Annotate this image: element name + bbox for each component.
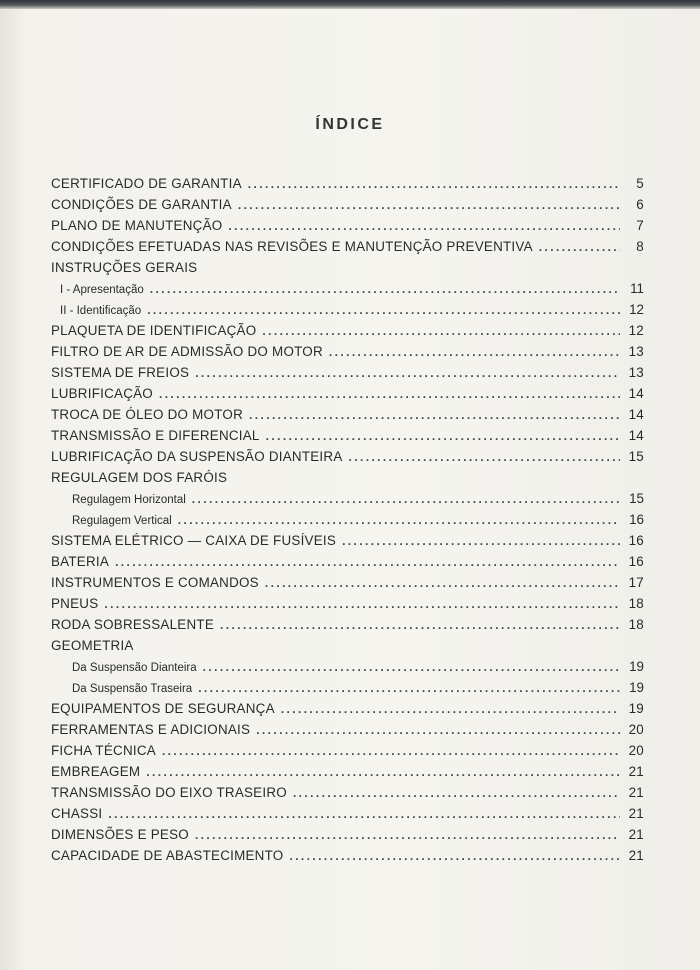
toc-page-number: 16 <box>628 554 644 569</box>
toc-dot-leader <box>195 828 620 842</box>
toc-entry <box>51 176 644 197</box>
toc-dot-leader <box>249 408 620 422</box>
toc-page-number: 14 <box>628 407 644 422</box>
toc-entry-label: EMBREAGEM <box>51 764 141 779</box>
toc-entry <box>51 491 644 512</box>
toc-entry <box>51 449 644 470</box>
toc-dot-leader <box>293 786 620 800</box>
toc-entry <box>51 239 644 260</box>
toc-entry <box>51 743 644 764</box>
toc-entry-label: DIMENSÕES E PESO <box>51 827 189 842</box>
toc-entry <box>51 659 644 680</box>
toc-entry-label: Regulagem Horizontal <box>72 494 186 506</box>
toc-entry <box>51 638 644 659</box>
toc-entry-label: LUBRIFICAÇÃO DA SUSPENSÃO DIANTEIRA <box>51 449 343 464</box>
toc-entry-label: CERTIFICADO DE GARANTIA <box>51 176 242 191</box>
toc-entry-label: CONDIÇÕES EFETUADAS NAS REVISÕES E MANUTENÇÃO PREVENTIVA <box>51 239 533 254</box>
toc-entry <box>51 470 644 491</box>
toc-entry <box>51 596 644 617</box>
toc-entry <box>51 281 644 302</box>
toc-page-number: 21 <box>628 806 644 821</box>
toc-page-number: 21 <box>628 764 644 779</box>
toc-entry-label: SISTEMA ELÉTRICO — CAIXA DE FUSÍVEIS <box>51 533 337 548</box>
toc-page-number: 19 <box>629 680 644 695</box>
toc-entry <box>51 827 644 848</box>
toc-entry <box>51 680 644 701</box>
toc-entry <box>51 428 644 449</box>
toc-dot-leader <box>195 366 620 380</box>
toc-entry-label: Da Suspensão Traseira <box>72 683 193 695</box>
toc-page-number: 13 <box>628 344 644 359</box>
toc-entry <box>51 197 644 218</box>
toc-entry-label: FERRAMENTAS E ADICIONAIS <box>51 722 251 737</box>
toc-page-number: 19 <box>629 659 644 674</box>
toc-dot-leader <box>262 324 620 338</box>
toc-entry-label: EQUIPAMENTOS DE SEGURANÇA <box>51 701 275 716</box>
toc-entry-label: CHASSI <box>51 806 103 821</box>
toc-dot-leader <box>349 450 620 464</box>
toc-entry <box>51 365 644 386</box>
toc-entry-label: PLAQUETA DE IDENTIFICAÇÃO <box>51 323 257 338</box>
toc-page-number: 8 <box>636 239 644 254</box>
toc-entry <box>51 218 644 239</box>
toc-entry <box>51 407 644 428</box>
toc-dot-leader <box>104 597 620 611</box>
toc-entry-label: CAPACIDADE DE ABASTECIMENTO <box>51 848 284 863</box>
toc-dot-leader <box>539 240 620 254</box>
toc-page-number: 12 <box>629 302 644 317</box>
toc-entry <box>51 785 644 806</box>
toc-page-number: 13 <box>628 365 644 380</box>
toc-entry-label: BATERIA <box>51 554 110 569</box>
toc-page-number: 16 <box>629 512 644 527</box>
toc-page-number: 7 <box>636 218 644 233</box>
toc-dot-leader <box>147 303 620 317</box>
toc-dot-leader <box>238 198 620 212</box>
toc-page-number: 6 <box>636 197 644 212</box>
toc-entry-label: SISTEMA DE FREIOS <box>51 365 190 380</box>
toc-entry-label: TRANSMISSÃO E DIFERENCIAL <box>51 428 260 443</box>
toc-dot-leader <box>248 177 620 191</box>
toc-entry-label: CONDIÇÕES DE GARANTIA <box>51 197 232 212</box>
toc-dot-leader <box>198 681 620 695</box>
toc-dot-leader <box>265 576 620 590</box>
toc-dot-leader <box>178 513 620 527</box>
toc-entry-label: TRANSMISSÃO DO EIXO TRASEIRO <box>51 785 287 800</box>
page-title: ÍNDICE <box>315 116 385 133</box>
toc-entry-label: GEOMETRIA <box>51 638 134 653</box>
toc-dot-leader <box>203 660 620 674</box>
toc-page-number: 16 <box>628 533 644 548</box>
toc-page-number: 15 <box>629 491 644 506</box>
toc-entry <box>51 806 644 827</box>
toc-page-number: 19 <box>628 701 644 716</box>
toc-entry-label: Regulagem Vertical <box>72 515 172 527</box>
toc-entry-label: INSTRUMENTOS E COMANDOS <box>51 575 259 590</box>
toc-dot-leader <box>266 429 620 443</box>
toc-entry <box>51 386 644 407</box>
toc-page-number: 11 <box>630 281 644 296</box>
toc-entry-label: PNEUS <box>51 596 99 611</box>
toc-entry-label: Da Suspensão Dianteira <box>72 662 197 674</box>
toc-dot-leader <box>228 219 620 233</box>
table-of-contents <box>51 176 644 869</box>
toc-page-number: 20 <box>628 722 644 737</box>
toc-entry <box>51 764 644 785</box>
toc-page-number: 18 <box>628 617 644 632</box>
toc-entry-label: II - Identificação <box>60 305 142 317</box>
toc-dot-leader <box>159 387 620 401</box>
toc-entry <box>51 575 644 596</box>
toc-entry-label: LUBRIFICAÇÃO <box>51 386 153 401</box>
toc-dot-leader <box>150 282 620 296</box>
toc-page-number: 20 <box>628 743 644 758</box>
toc-entry-label: TROCA DE ÓLEO DO MOTOR <box>51 407 244 422</box>
toc-entry-label: FILTRO DE AR DE ADMISSÃO DO MOTOR <box>51 344 323 359</box>
toc-page-number: 21 <box>628 848 644 863</box>
toc-entry-label: RODA SOBRESSALENTE <box>51 617 215 632</box>
toc-entry-label: FICHA TÉCNICA <box>51 743 156 758</box>
toc-page-number: 14 <box>628 428 644 443</box>
toc-entry-label: INSTRUÇÕES GERAIS <box>51 260 198 275</box>
toc-entry <box>51 344 644 365</box>
toc-entry-label: PLANO DE MANUTENÇÃO <box>51 218 223 233</box>
toc-page-number: 12 <box>628 323 644 338</box>
toc-dot-leader <box>220 618 620 632</box>
toc-page-number: 18 <box>628 596 644 611</box>
toc-dot-leader <box>256 723 620 737</box>
toc-page-number: 21 <box>628 827 644 842</box>
toc-page-number: 5 <box>636 176 644 191</box>
toc-dot-leader <box>329 345 620 359</box>
toc-entry <box>51 323 644 344</box>
toc-entry <box>51 260 644 281</box>
toc-dot-leader <box>108 807 620 821</box>
toc-dot-leader <box>281 702 620 716</box>
toc-dot-leader <box>192 492 620 506</box>
toc-page-number: 15 <box>628 449 644 464</box>
toc-dot-leader <box>162 744 620 758</box>
toc-dot-leader <box>115 555 620 569</box>
toc-entry <box>51 554 644 575</box>
toc-dot-leader <box>146 765 620 779</box>
toc-entry <box>51 722 644 743</box>
toc-page-number: 21 <box>628 785 644 800</box>
toc-entry <box>51 533 644 554</box>
toc-entry <box>51 512 644 533</box>
toc-page-number: 14 <box>628 386 644 401</box>
toc-dot-leader <box>342 534 620 548</box>
toc-page-number: 17 <box>628 575 644 590</box>
toc-entry <box>51 701 644 722</box>
page-top-edge <box>0 0 700 9</box>
toc-entry-label: I - Apresentação <box>60 284 144 296</box>
toc-entry <box>51 848 644 869</box>
toc-entry-label: REGULAGEM DOS FARÓIS <box>51 470 228 485</box>
toc-dot-leader <box>289 849 620 863</box>
toc-entry <box>51 617 644 638</box>
toc-entry <box>51 302 644 323</box>
